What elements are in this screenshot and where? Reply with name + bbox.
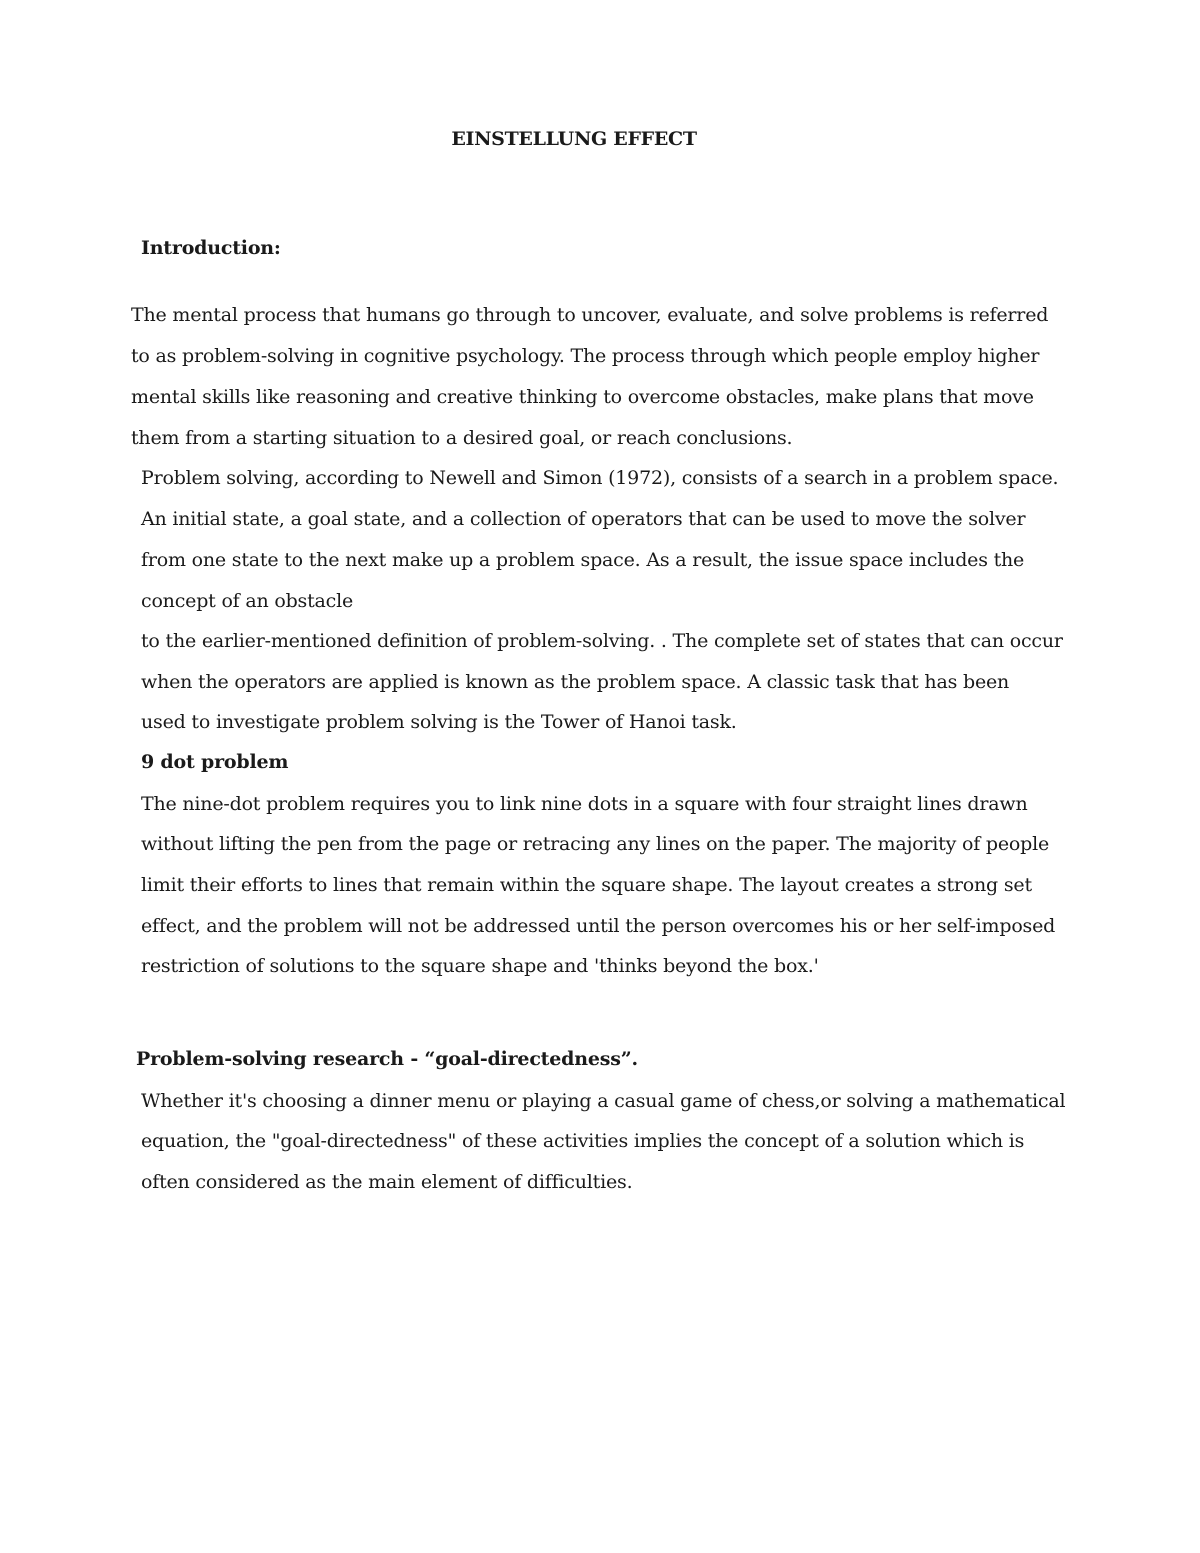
nine-dot-line: effect, and the problem will not be addressed until the person overcomes his or her self-imposed: [141, 915, 1056, 937]
newell-line: from one state to the next make up a problem space. As a result, the issue space includes the: [141, 549, 1025, 571]
research-heading: Problem-solving research - “goal-directedness”.: [136, 1048, 638, 1070]
newell-line: Problem solving, according to Newell and Simon (1972), consists of a search in a problem space.: [141, 467, 1059, 489]
nine-dot-line: restriction of solutions to the square shape and 'thinks beyond the box.': [141, 955, 819, 977]
intro-line: The mental process that humans go through to uncover, evaluate, and solve problems is referred: [131, 304, 1049, 326]
research-line: Whether it's choosing a dinner menu or playing a casual game of chess,or solving a mathematical: [141, 1090, 1066, 1112]
intro-line: to as problem-solving in cognitive psychology. The process through which people employ higher: [131, 345, 1040, 367]
research-line: often considered as the main element of difficulties.: [141, 1171, 633, 1193]
newell-line: to the earlier-mentioned definition of problem-solving. . The complete set of states that can occur: [141, 630, 1063, 652]
nine-dot-line: limit their efforts to lines that remain within the square shape. The layout creates a strong set: [141, 874, 1032, 896]
newell-line: used to investigate problem solving is the Tower of Hanoi task.: [141, 711, 737, 733]
research-line: equation, the "goal-directedness" of these activities implies the concept of a solution which is: [141, 1130, 1025, 1152]
document-title: EINSTELLUNG EFFECT: [451, 128, 697, 150]
nine-dot-line: without lifting the pen from the page or retracing any lines on the paper. The majority of people: [141, 833, 1050, 855]
intro-line: them from a starting situation to a desired goal, or reach conclusions.: [131, 427, 793, 449]
nine-dot-line: The nine-dot problem requires you to link nine dots in a square with four straight lines drawn: [141, 793, 1028, 815]
introduction-heading: Introduction:: [141, 237, 281, 259]
newell-line: when the operators are applied is known as the problem space. A classic task that has been: [141, 671, 1010, 693]
newell-line: An initial state, a goal state, and a collection of operators that can be used to move the solver: [141, 508, 1026, 530]
nine-dot-heading: 9 dot problem: [141, 751, 289, 773]
intro-line: mental skills like reasoning and creative thinking to overcome obstacles, make plans that move: [131, 386, 1034, 408]
newell-line: concept of an obstacle: [141, 590, 354, 612]
